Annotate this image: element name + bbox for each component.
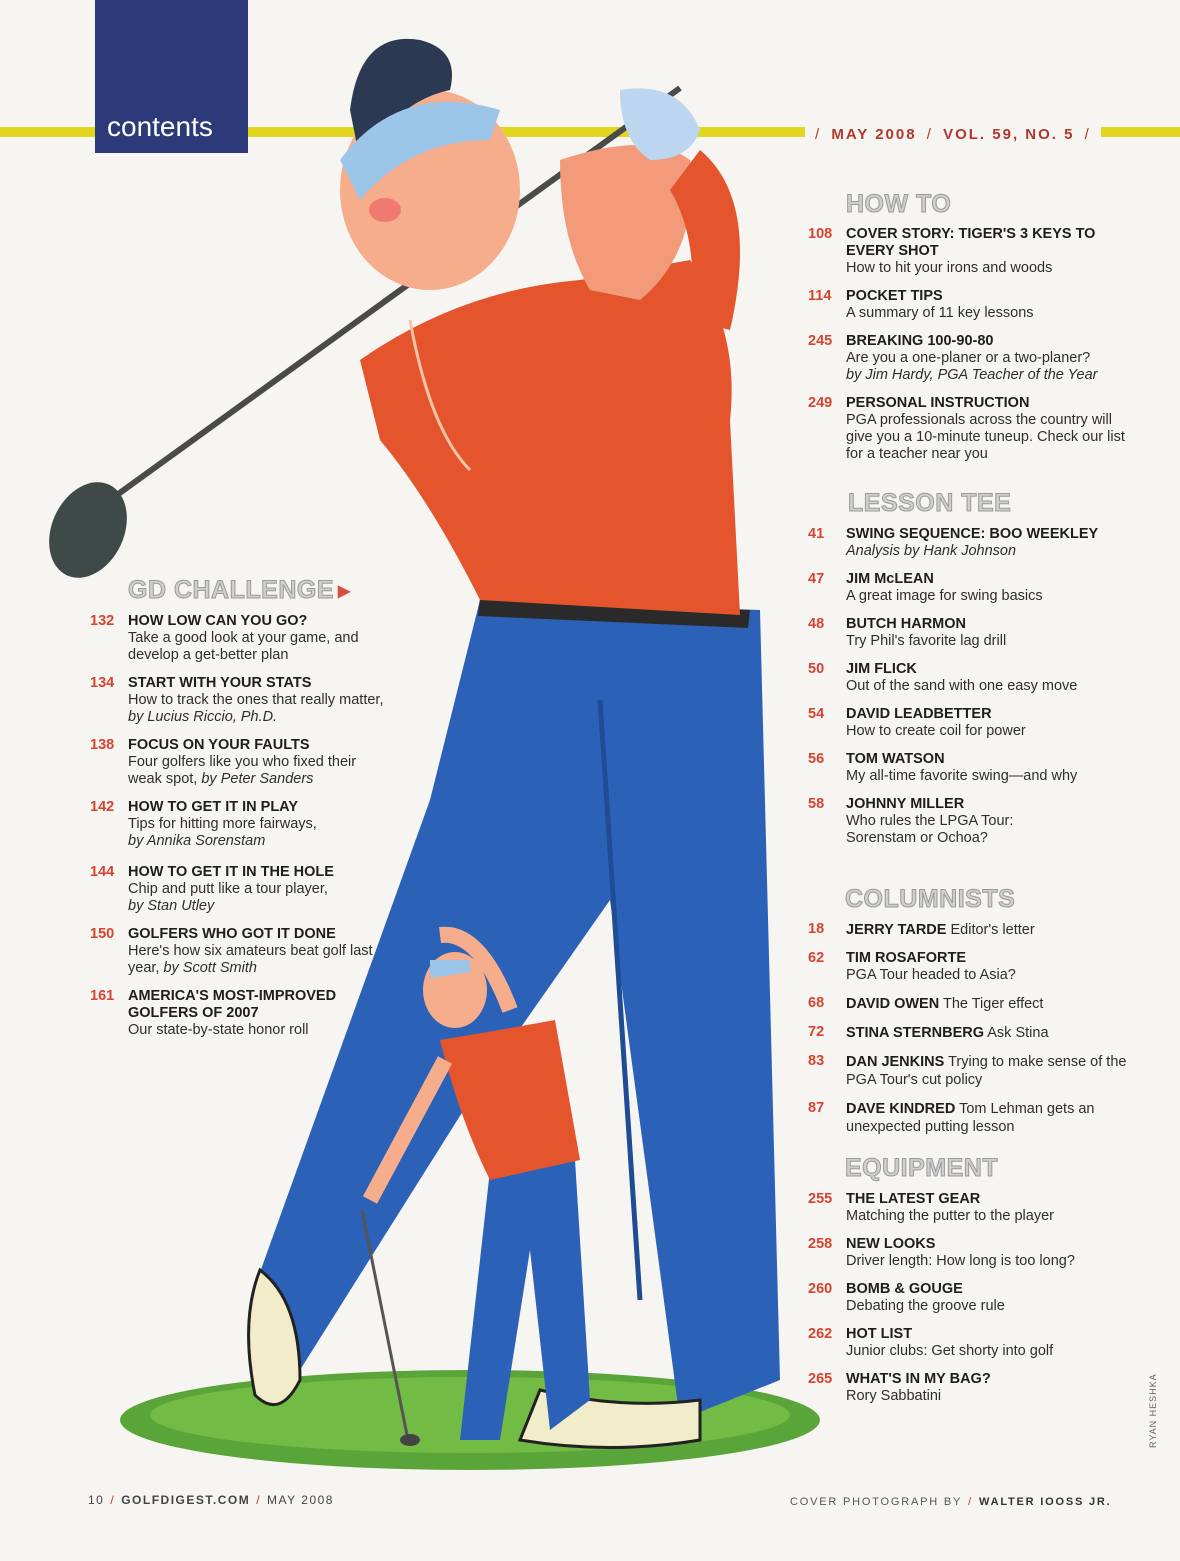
equipment-item[interactable]: 260 BOMB & GOUGE Debating the groove rule xyxy=(808,1281,1005,1314)
gd-challenge-heading: GD CHALLENGE ▶ xyxy=(128,576,351,604)
how-to-item[interactable]: 114 POCKET TIPS A summary of 11 key lessons xyxy=(808,288,1034,321)
columnist-item[interactable]: 68 DAVID OWEN The Tiger effect xyxy=(808,995,1044,1012)
gd-challenge-item[interactable]: 138 FOCUS ON YOUR FAULTS Four golfers like you who fixed their weak spot, by Peter Sanders xyxy=(90,737,357,787)
gd-challenge-item[interactable]: 144 HOW TO GET IT IN THE HOLE Chip and putt like a tour player, by Stan Utley xyxy=(90,864,334,914)
how-to-item[interactable]: 249 PERSONAL INSTRUCTION PGA professionals across the country will give you a 10-minute tuneup. Check our list for a teacher near you xyxy=(808,395,1125,462)
equipment-item[interactable]: 262 HOT LIST Junior clubs: Get shorty into golf xyxy=(808,1326,1054,1359)
how-to-item[interactable]: 108 COVER STORY: TIGER'S 3 KEYS TO EVERY SHOT How to hit your irons and woods xyxy=(808,226,1096,276)
lesson-tee-heading: LESSON TEE xyxy=(848,489,1012,517)
columnist-item[interactable]: 62 TIM ROSAFORTE PGA Tour headed to Asia? xyxy=(808,950,1016,983)
equipment-heading: EQUIPMENT xyxy=(845,1154,999,1182)
how-to-list xyxy=(808,226,1128,474)
equipment-list xyxy=(808,1191,1128,1416)
lesson-tee-list xyxy=(808,526,1128,858)
lesson-tee-item[interactable]: 48 BUTCH HARMON Try Phil's favorite lag drill xyxy=(808,616,1007,649)
equipment-item[interactable]: 258 NEW LOOKS Driver length: How long is too long? xyxy=(808,1236,1075,1269)
lesson-tee-item[interactable]: 54 DAVID LEADBETTER How to create coil for power xyxy=(808,706,1026,739)
site-name: GOLFDIGEST.COM xyxy=(121,1493,251,1507)
issue-volume: VOL. 59, NO. 5 xyxy=(943,126,1075,143)
columnists-heading: COLUMNISTS xyxy=(845,885,1016,913)
contents-label: contents xyxy=(107,111,213,142)
page-number: 10 xyxy=(88,1493,105,1507)
gd-challenge-item[interactable]: 134 START WITH YOUR STATS How to track the ones that really matter, by Lucius Riccio, Ph.D. xyxy=(90,675,384,725)
gd-challenge-item[interactable]: 142 HOW TO GET IT IN PLAY Tips for hitting more fairways, by Annika Sorenstam xyxy=(90,799,317,849)
columnist-item[interactable]: 18 JERRY TARDE Editor's letter xyxy=(808,921,1035,938)
small-golfer-shirt xyxy=(440,1020,580,1180)
lesson-tee-item[interactable]: 58 JOHNNY MILLER Who rules the LPGA Tour: Sorenstam or Ochoa? xyxy=(808,796,1014,846)
columnists-list xyxy=(808,921,1128,1147)
illustrator-credit: RYAN HESHKA xyxy=(1148,1373,1158,1448)
gd-challenge-list xyxy=(90,613,390,1050)
how-to-heading: HOW TO xyxy=(846,190,952,218)
gd-challenge-item[interactable]: 161 AMERICA'S MOST-IMPROVED GOLFERS OF 2007 Our state-by-state honor roll xyxy=(90,988,337,1038)
cover-credit: COVER PHOTOGRAPH BY / WALTER IOOSS JR. xyxy=(790,1496,1112,1508)
lesson-tee-item[interactable]: 50 JIM FLICK Out of the sand with one easy move xyxy=(808,661,1078,694)
issue-info: / MAY 2008 / VOL. 59, NO. 5 / xyxy=(805,126,1101,143)
footer-folio: 10 / GOLFDIGEST.COM / MAY 2008 xyxy=(88,1493,334,1507)
equipment-item[interactable]: 255 THE LATEST GEAR Matching the putter to the player xyxy=(808,1191,1054,1224)
gd-challenge-item[interactable]: 150 GOLFERS WHO GOT IT DONE Here's how six amateurs beat golf last year, by Scott Smith xyxy=(90,926,373,976)
lesson-tee-item[interactable]: 47 JIM McLEAN A great image for swing basics xyxy=(808,571,1043,604)
equipment-item[interactable]: 265 WHAT'S IN MY BAG? Rory Sabbatini xyxy=(808,1371,991,1404)
lesson-tee-item[interactable]: 56 TOM WATSON My all-time favorite swing—and why xyxy=(808,751,1078,784)
how-to-item[interactable]: 245 BREAKING 100-90-80 Are you a one-planer or a two-planer? by Jim Hardy, PGA Teacher of the Year xyxy=(808,333,1098,383)
footer-date: MAY 2008 xyxy=(267,1493,334,1507)
columnist-item[interactable]: 83 DAN JENKINS Trying to make sense of the PGA Tour's cut policy xyxy=(808,1053,1127,1088)
big-golfer-shirt xyxy=(360,260,740,615)
gd-challenge-item[interactable]: 132 HOW LOW CAN YOU GO? Take a good look at your game, and develop a get-better plan xyxy=(90,613,359,663)
columnist-item[interactable]: 72 STINA STERNBERG Ask Stina xyxy=(808,1024,1049,1041)
play-arrow-icon: ▶ xyxy=(338,583,351,601)
lesson-tee-item[interactable]: 41 SWING SEQUENCE: BOO WEEKLEY Analysis by Hank Johnson xyxy=(808,526,1099,559)
columnist-item[interactable]: 87 DAVE KINDRED Tom Lehman gets an unexpected putting lesson xyxy=(808,1100,1095,1135)
issue-month: MAY 2008 xyxy=(831,126,917,143)
